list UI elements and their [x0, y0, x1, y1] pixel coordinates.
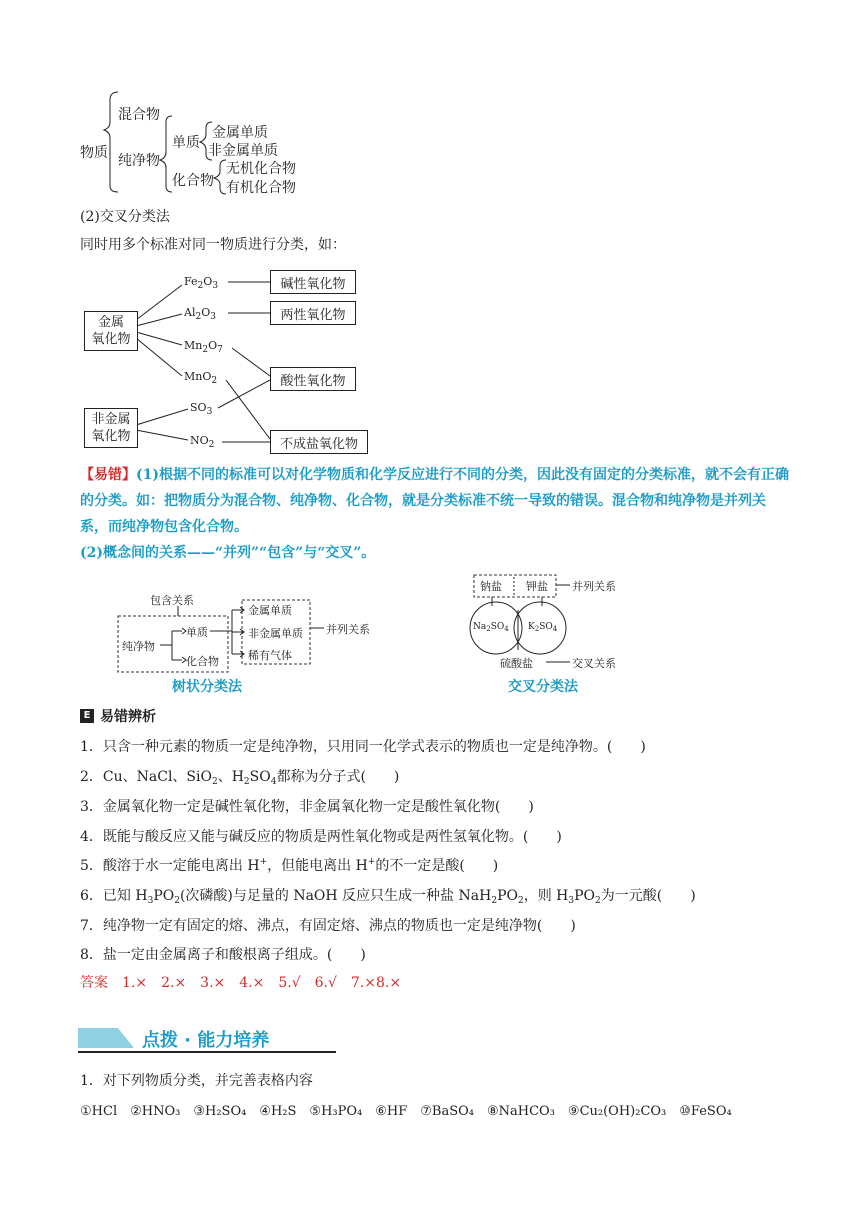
question-6: 6．已知 $H_3PO_2$(次磷酸)与足量的 NaOH 反应只生成一种盐 $NaH_2PO_2$，则 $H_3PO_2$为一元酸( )	[80, 888, 696, 906]
box-basic-oxide: 碱性氧化物	[270, 270, 356, 294]
error-p2: (2)概念间的关系——“并列”“包含”与“交叉”。	[80, 545, 376, 561]
analysis-title: 易错辨析	[100, 709, 156, 725]
tree-organic: 有机化合物	[226, 180, 296, 196]
question-8: 8．盐一定由金属离子和酸根离子组成。( )	[80, 947, 366, 963]
question-5: 5．酸溶于水一定能电离出 H+，但能电离出 H+的不一定是酸( )	[80, 857, 499, 874]
tree-element: 单质	[172, 135, 200, 151]
venn-lines	[0, 0, 700, 700]
section-intro: 同时用多个标准对同一物质进行分类，如：	[80, 237, 346, 253]
question-4: 4．既能与酸反应又能与碱反应的物质是两性氧化物或是两性氢氧化物。( )	[80, 829, 562, 845]
answer-line: 答案 1.× 2.× 3.× 4.× 5.√ 6.√ 7.×8.×	[80, 975, 402, 991]
section3-question: 1．对下列物质分类，并完善表格内容	[80, 1073, 313, 1089]
formula-al2o3: $Al_2O_3$	[184, 306, 216, 322]
tree-root: 物质	[80, 145, 108, 161]
analysis-header	[80, 706, 156, 726]
venn-k2so4: $K_2SO_4$	[528, 622, 558, 633]
box-acidic-oxide: 酸性氧化物	[270, 367, 356, 391]
tree-metal-element: 金属单质	[212, 125, 268, 141]
tree-include-label: 包含关系	[150, 594, 194, 607]
tree-pure: 纯净物	[118, 153, 160, 169]
question-1: 1．只含一种元素的物质一定是纯净物，只用同一化学式表示的物质也一定是纯净物。( )	[80, 739, 646, 755]
section-heading: (2)交叉分类法	[80, 209, 170, 225]
tree-inorganic: 无机化合物	[226, 161, 296, 177]
box-metal-oxide-line2: 氧化物	[91, 332, 131, 347]
formula-mno2: MnO$_2$	[184, 370, 218, 386]
formula-mn2o7: $Mn_2O_7$	[184, 339, 223, 355]
tree-d-parallel: 并列关系	[326, 623, 370, 636]
error-p1: (1)根据不同的标准可以对化学物质和化学反应进行不同的分类，因此没有固定的分类标准，就不会有正确的分类。如：把物质分为混合物、纯净物、化合物，就是分类标准不统一导致的错误。混合物和纯净物是并列关系，而纯净物包含化合物。	[80, 467, 789, 535]
tree-d-element: 单质	[186, 626, 208, 639]
venn-k: 钾盐	[526, 580, 548, 593]
tree-d-pure: 纯净物	[122, 640, 155, 653]
venn-cross: 交叉关系	[572, 657, 616, 670]
formula-so3: $SO_3$	[190, 401, 213, 417]
tree-compound: 化合物	[172, 173, 214, 189]
formula-no2: $NO_2$	[190, 434, 215, 450]
box-nonsalt-oxide: 不成盐氧化物	[270, 430, 368, 454]
question-2: 2．Cu、NaCl、SiO$_2$、$H_2SO_4$都称为分子式( )	[80, 769, 400, 787]
venn-parallel: 并列关系	[572, 580, 616, 593]
venn-na: 钠盐	[480, 580, 502, 593]
question-7: 7．纯净物一定有固定的熔、沸点，有固定熔、沸点的物质也一定是纯净物( )	[80, 918, 576, 934]
section3-title: 点拨 · 能力培养	[142, 1030, 270, 1051]
section3-items: ①HCl ②HNO₃ ③H₂SO₄ ④H₂S ⑤H₃PO₄ ⑥HF ⑦BaSO₄ ⑧NaHCO₃ ⑨Cu₂(OH)₂CO₃ ⑩FeSO₄	[80, 1104, 732, 1119]
venn-caption: 交叉分类法	[508, 679, 578, 695]
formula-fe2o3: $Fe_2O_3$	[184, 275, 219, 291]
error-tag: 【易错】	[80, 467, 136, 483]
tree-nonmetal-element: 非金属单质	[208, 143, 278, 159]
venn-sulfate: 硫酸盐	[500, 657, 533, 670]
box-amphoteric-oxide: 两性氧化物	[270, 301, 356, 325]
analysis-icon: E	[80, 709, 94, 723]
tree-d-compound: 化合物	[186, 655, 219, 668]
tree-d-item-metal: 金属单质	[248, 604, 292, 617]
tree-d-item-noble: 稀有气体	[248, 649, 292, 662]
tree-caption: 树状分类法	[172, 679, 242, 695]
tree-d-item-nonmetal: 非金属单质	[248, 627, 303, 640]
box-nonmetal-oxide-line1: 非金属	[91, 412, 131, 427]
box-nonmetal-oxide-line2: 氧化物	[91, 429, 131, 444]
venn-na2so4: $Na_2SO_4$	[473, 622, 509, 633]
tree-mix: 混合物	[118, 107, 160, 123]
question-3: 3．金属氧化物一定是碱性氧化物，非金属氧化物一定是酸性氧化物( )	[80, 799, 534, 815]
box-metal-oxide-line1: 金属	[97, 315, 124, 330]
